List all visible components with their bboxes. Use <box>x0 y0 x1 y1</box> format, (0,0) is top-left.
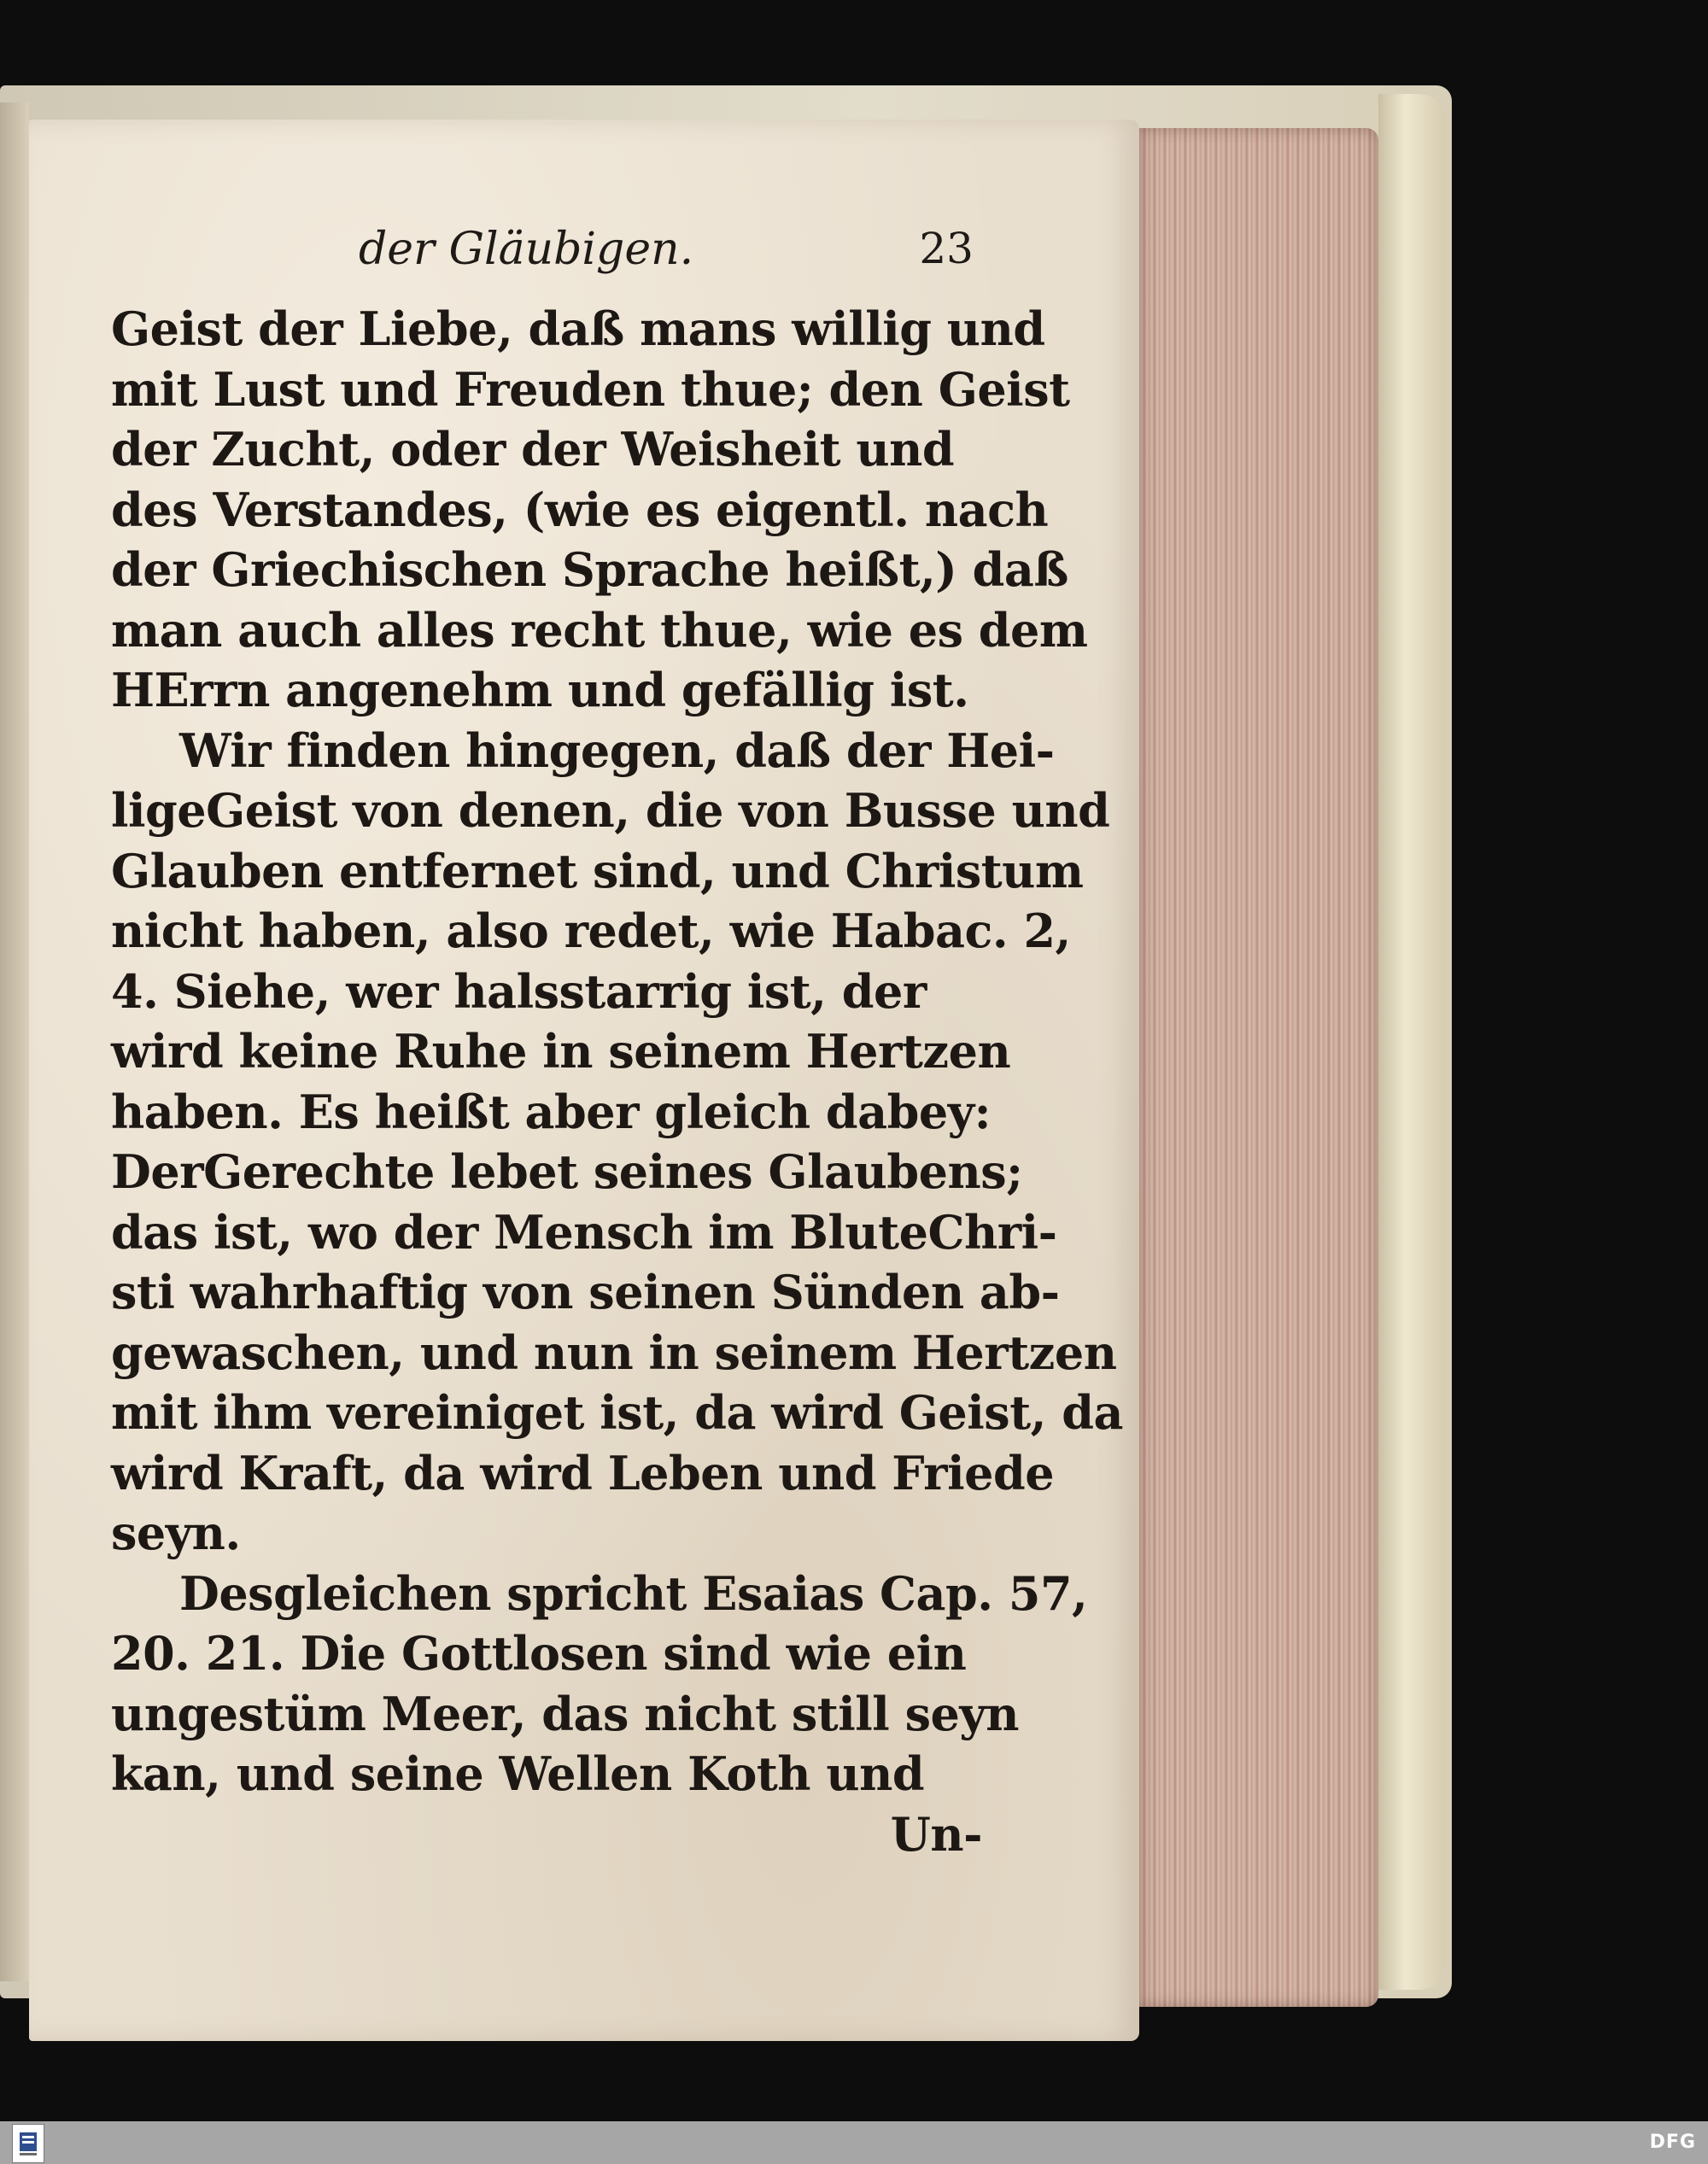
text-line: mit ihm vereiniget ist, da wird Geist, da <box>111 1385 1123 1440</box>
text-line: nicht haben, also redet, wie Habac. 2, <box>111 904 1071 958</box>
text-line: des Verstandes, (wie es eigentl. nach <box>111 482 1049 537</box>
text-line: HErrn angenehm und gefällig ist. <box>111 663 969 717</box>
vellum-cover-flap <box>1378 94 1445 1990</box>
text-line: Wir finden hingegen, daß der Hei- <box>179 722 1055 778</box>
text-line: seyn. <box>111 1506 241 1560</box>
text-line: gewaschen, und nun in seinem Hertzen <box>111 1325 1117 1380</box>
text-line: Glauben entfernet sind, und Christum <box>111 843 1084 898</box>
body-text <box>111 299 1123 1864</box>
library-logo-icon <box>12 2124 44 2163</box>
text-line: das ist, wo der Mensch im BluteChri- <box>111 1204 1057 1260</box>
dfg-logo: DFG <box>1649 2132 1696 2153</box>
text-line: Desgleichen spricht Esaias Cap. 57, <box>179 1565 1088 1621</box>
viewer-bottom-bar <box>0 2121 1708 2164</box>
text-line: sti wahrhaftig von seinen Sünden ab- <box>111 1265 1060 1319</box>
page-number: 23 <box>919 224 974 273</box>
text-line: der Griechischen Sprache heißt,) daß <box>111 542 1068 597</box>
text-line: wird keine Ruhe in seinem Hertzen <box>111 1024 1011 1079</box>
running-header <box>359 224 974 284</box>
running-title: der Gläubigen. <box>359 224 694 275</box>
text-line: wird Kraft, da wird Leben und Friede <box>111 1445 1055 1500</box>
text-line: DerGerechte lebet seines Glaubens; <box>111 1144 1023 1199</box>
text-line: man auch alles recht thue, wie es dem <box>111 602 1088 658</box>
catchword: Un- <box>890 1806 982 1862</box>
left-page-edge <box>0 102 29 1981</box>
text-line: haben. Es heißt aber gleich dabey: <box>111 1084 991 1139</box>
text-line: mit Lust und Freuden thue; den Geist <box>111 361 1070 417</box>
text-line: 4. Siehe, wer halsstarrig ist, der <box>111 963 927 1019</box>
text-line: Geist der Liebe, daß mans willig und <box>111 301 1045 356</box>
text-line: kan, und seine Wellen Koth und <box>111 1746 925 1801</box>
page-fore-edge <box>1139 128 1378 2007</box>
text-line: ungestüm Meer, das nicht still seyn <box>111 1686 1019 1741</box>
text-line: der Zucht, oder der Weisheit und <box>111 422 955 477</box>
text-line: ligeGeist von denen, die von Busse und <box>111 783 1110 838</box>
text-line: 20. 21. Die Gottlosen sind wie ein <box>111 1626 967 1681</box>
